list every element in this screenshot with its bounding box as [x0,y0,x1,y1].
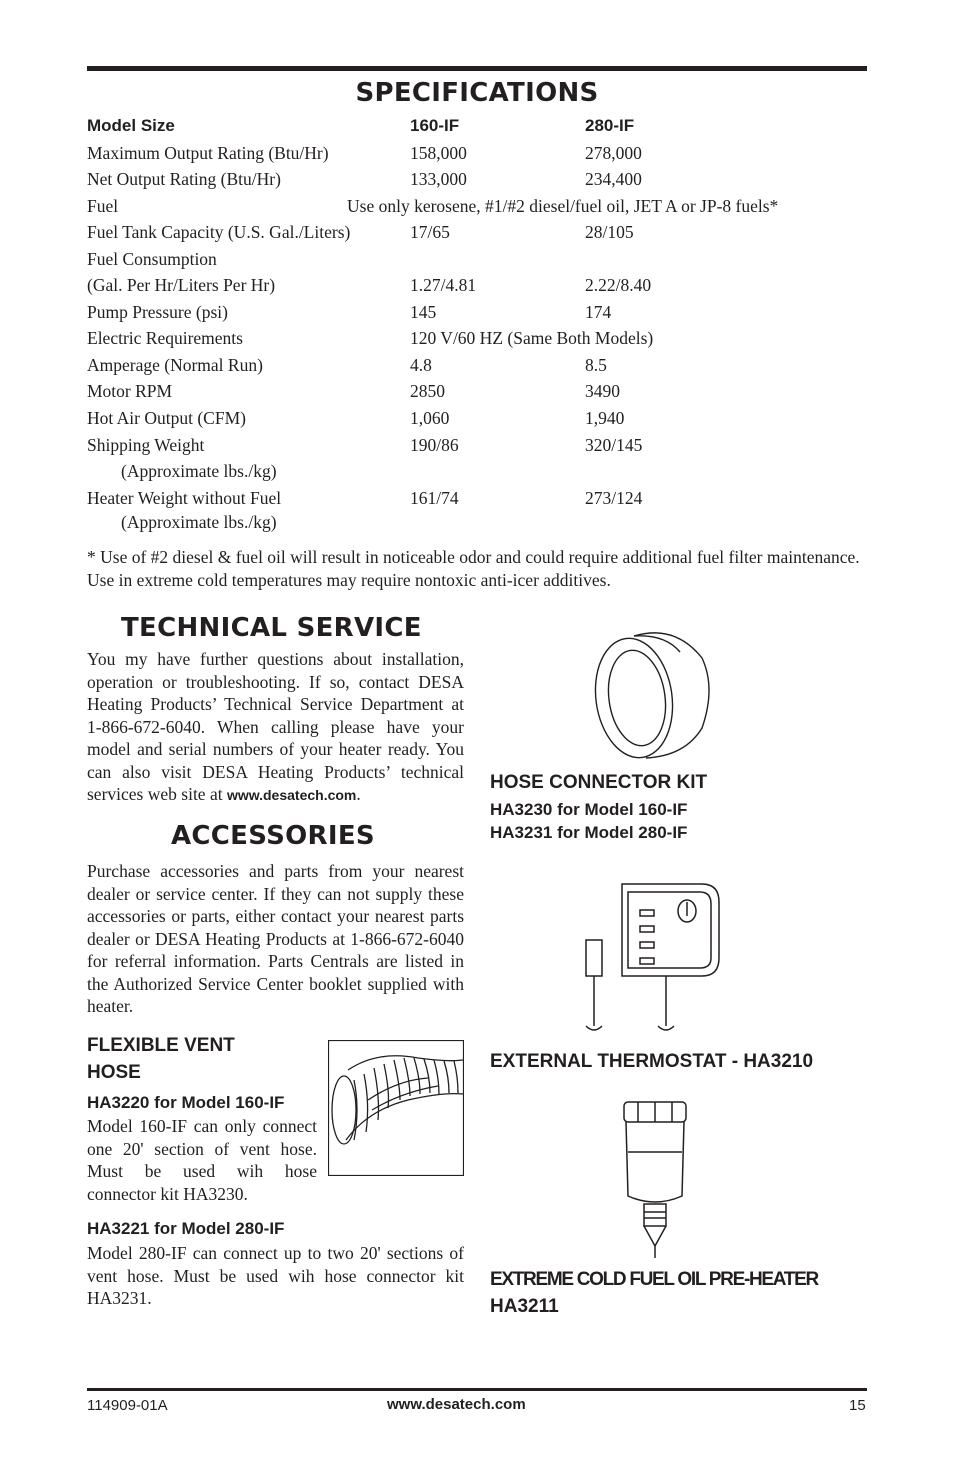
spec-value-160if: 17/65 [410,222,450,242]
spec-label: Heater Weight without Fuel [87,488,282,508]
spec-header-col1: 160-IF [410,116,460,135]
technical-service-period: . [356,784,361,804]
spec-row [87,434,867,460]
spec-row [87,487,867,513]
spec-row [87,142,867,168]
spec-value-160if: 161/74 [410,488,459,508]
footnote-text: * Use of #2 diesel & fuel oil will result in noticeable odor and could require additional fuel filter maintenance. Use in extreme cold temperatures may require nontoxic anti-icer additives. [87,547,860,590]
footer-website[interactable]: www.desatech.com [387,1396,526,1413]
spec-header-col2: 280-IF [585,116,635,135]
preheater-title: EXTREME COLD FUEL OIL PRE-HEATER [490,1269,818,1290]
spec-header-label: Model Size [87,116,175,135]
spec-span-value: 120 V/60 HZ (Same Both Models) [410,328,654,348]
preheater-illustration [614,1096,696,1262]
spec-label: Fuel Consumption [87,249,217,269]
spec-row [87,195,867,221]
spec-label: (Gal. Per Hr/Liters Per Hr) [87,275,276,295]
spec-value-160if: 158,000 [410,143,467,163]
technical-service-body [87,648,464,807]
spec-value-160if: 1.27/4.81 [410,275,477,295]
spec-label: (Approximate lbs./kg) [121,461,277,481]
top-rule [87,66,867,71]
spec-value-160if: 133,000 [410,169,467,189]
technical-service-website[interactable]: www.desatech.com [226,787,357,803]
spec-row [87,248,867,274]
thermostat-illustration [576,878,726,1034]
spec-label: Motor RPM [87,381,173,401]
spec-value-280if: 174 [585,302,612,322]
vent-hose-title: FLEXIBLE VENT HOSE [87,1035,235,1083]
preheater-code: HA3211 [490,1296,559,1317]
ha3221-body: Model 280-IF can connect up to two 20' sections of vent hose. Must be used wih hose connector kit HA3231. [87,1243,464,1308]
spec-label: Amperage (Normal Run) [87,355,263,375]
spec-label: Electric Requirements [87,328,243,348]
vent-hose-illustration [328,1040,464,1176]
spec-value-280if: 273/124 [585,488,643,508]
footer-page-number: 15 [849,1397,866,1414]
spec-value-160if: 1,060 [410,408,450,428]
spec-value-280if: 28/105 [585,222,634,242]
spec-value-160if: 2850 [410,381,445,401]
spec-row [87,460,867,486]
spec-value-280if: 1,940 [585,408,625,428]
spec-label: Hot Air Output (CFM) [87,408,246,428]
spec-value-160if: 190/86 [410,435,459,455]
spec-label: Net Output Rating (Btu/Hr) [87,169,281,189]
spec-row [87,354,867,380]
spec-value-280if: 3490 [585,381,620,401]
spec-value-160if: 145 [410,302,437,322]
spec-label: Shipping Weight [87,435,205,455]
hose-connector-title: HOSE CONNECTOR KIT [490,772,708,793]
ha3221-title: HA3221 for Model 280-IF [87,1219,285,1238]
spec-value-280if: 2.22/8.40 [585,275,652,295]
spec-label: (Approximate lbs./kg) [121,512,277,532]
spec-span-value: Use only kerosene, #1/#2 diesel/fuel oil, JET A or JP-8 fuels* [347,196,779,216]
spec-row [87,221,867,247]
spec-label: Maximum Output Rating (Btu/Hr) [87,143,329,163]
spec-row [87,168,867,194]
ha3220-title: HA3220 for Model 160-IF [87,1093,285,1112]
spec-value-280if: 234,400 [585,169,642,189]
specifications-title: SPECIFICATIONS [355,78,599,108]
spec-row [87,274,867,300]
hose-connector-illustration [590,628,714,762]
ha3220-body: Model 160-IF can only connect one 20' section of vent hose. Must be used wih hose connector kit HA3230. [87,1116,317,1204]
spec-value-280if: 320/145 [585,435,643,455]
spec-value-280if: 8.5 [585,355,607,375]
spec-label: Pump Pressure (psi) [87,302,228,322]
spec-label: Fuel Tank Capacity (U.S. Gal./Liters) [87,222,351,242]
spec-row [87,511,867,537]
spec-row [87,327,867,353]
thermostat-title: EXTERNAL THERMOSTAT - HA3210 [490,1051,814,1072]
accessories-body: Purchase accessories and parts from your nearest dealer or service center. If they can not supply these accessories or parts, either contact your nearest parts dealer or DESA Heating Products at 1-866-672-6040 for referral information. Parts Centrals are listed in the Authorized Service Center booklet supplied with heater. [87,861,464,1016]
spec-value-160if: 4.8 [410,355,432,375]
spec-label: Fuel [87,196,119,216]
technical-service-text: You my have further questions about installation, operation or troubleshooting. If so, contact DESA Heating Products’ Technical Service Department at 1-866-672-6040. When calling please have your model and serial numbers of your heater ready. You can also visit DESA Heating Products’ technical services web site at [87,649,464,804]
spec-row [87,301,867,327]
spec-header-row [87,116,867,142]
specifications-footnote [87,546,867,591]
footer-part-number: 114909-01A [87,1397,168,1414]
accessories-title: ACCESSORIES [171,821,375,851]
hose-connector-line1: HA3230 for Model 160-IF [490,800,688,819]
bottom-rule [87,1388,867,1391]
spec-value-280if: 278,000 [585,143,642,163]
spec-row [87,407,867,433]
technical-service-title: TECHNICAL SERVICE [121,613,422,643]
hose-connector-line2: HA3231 for Model 280-IF [490,823,688,842]
spec-row [87,380,867,406]
